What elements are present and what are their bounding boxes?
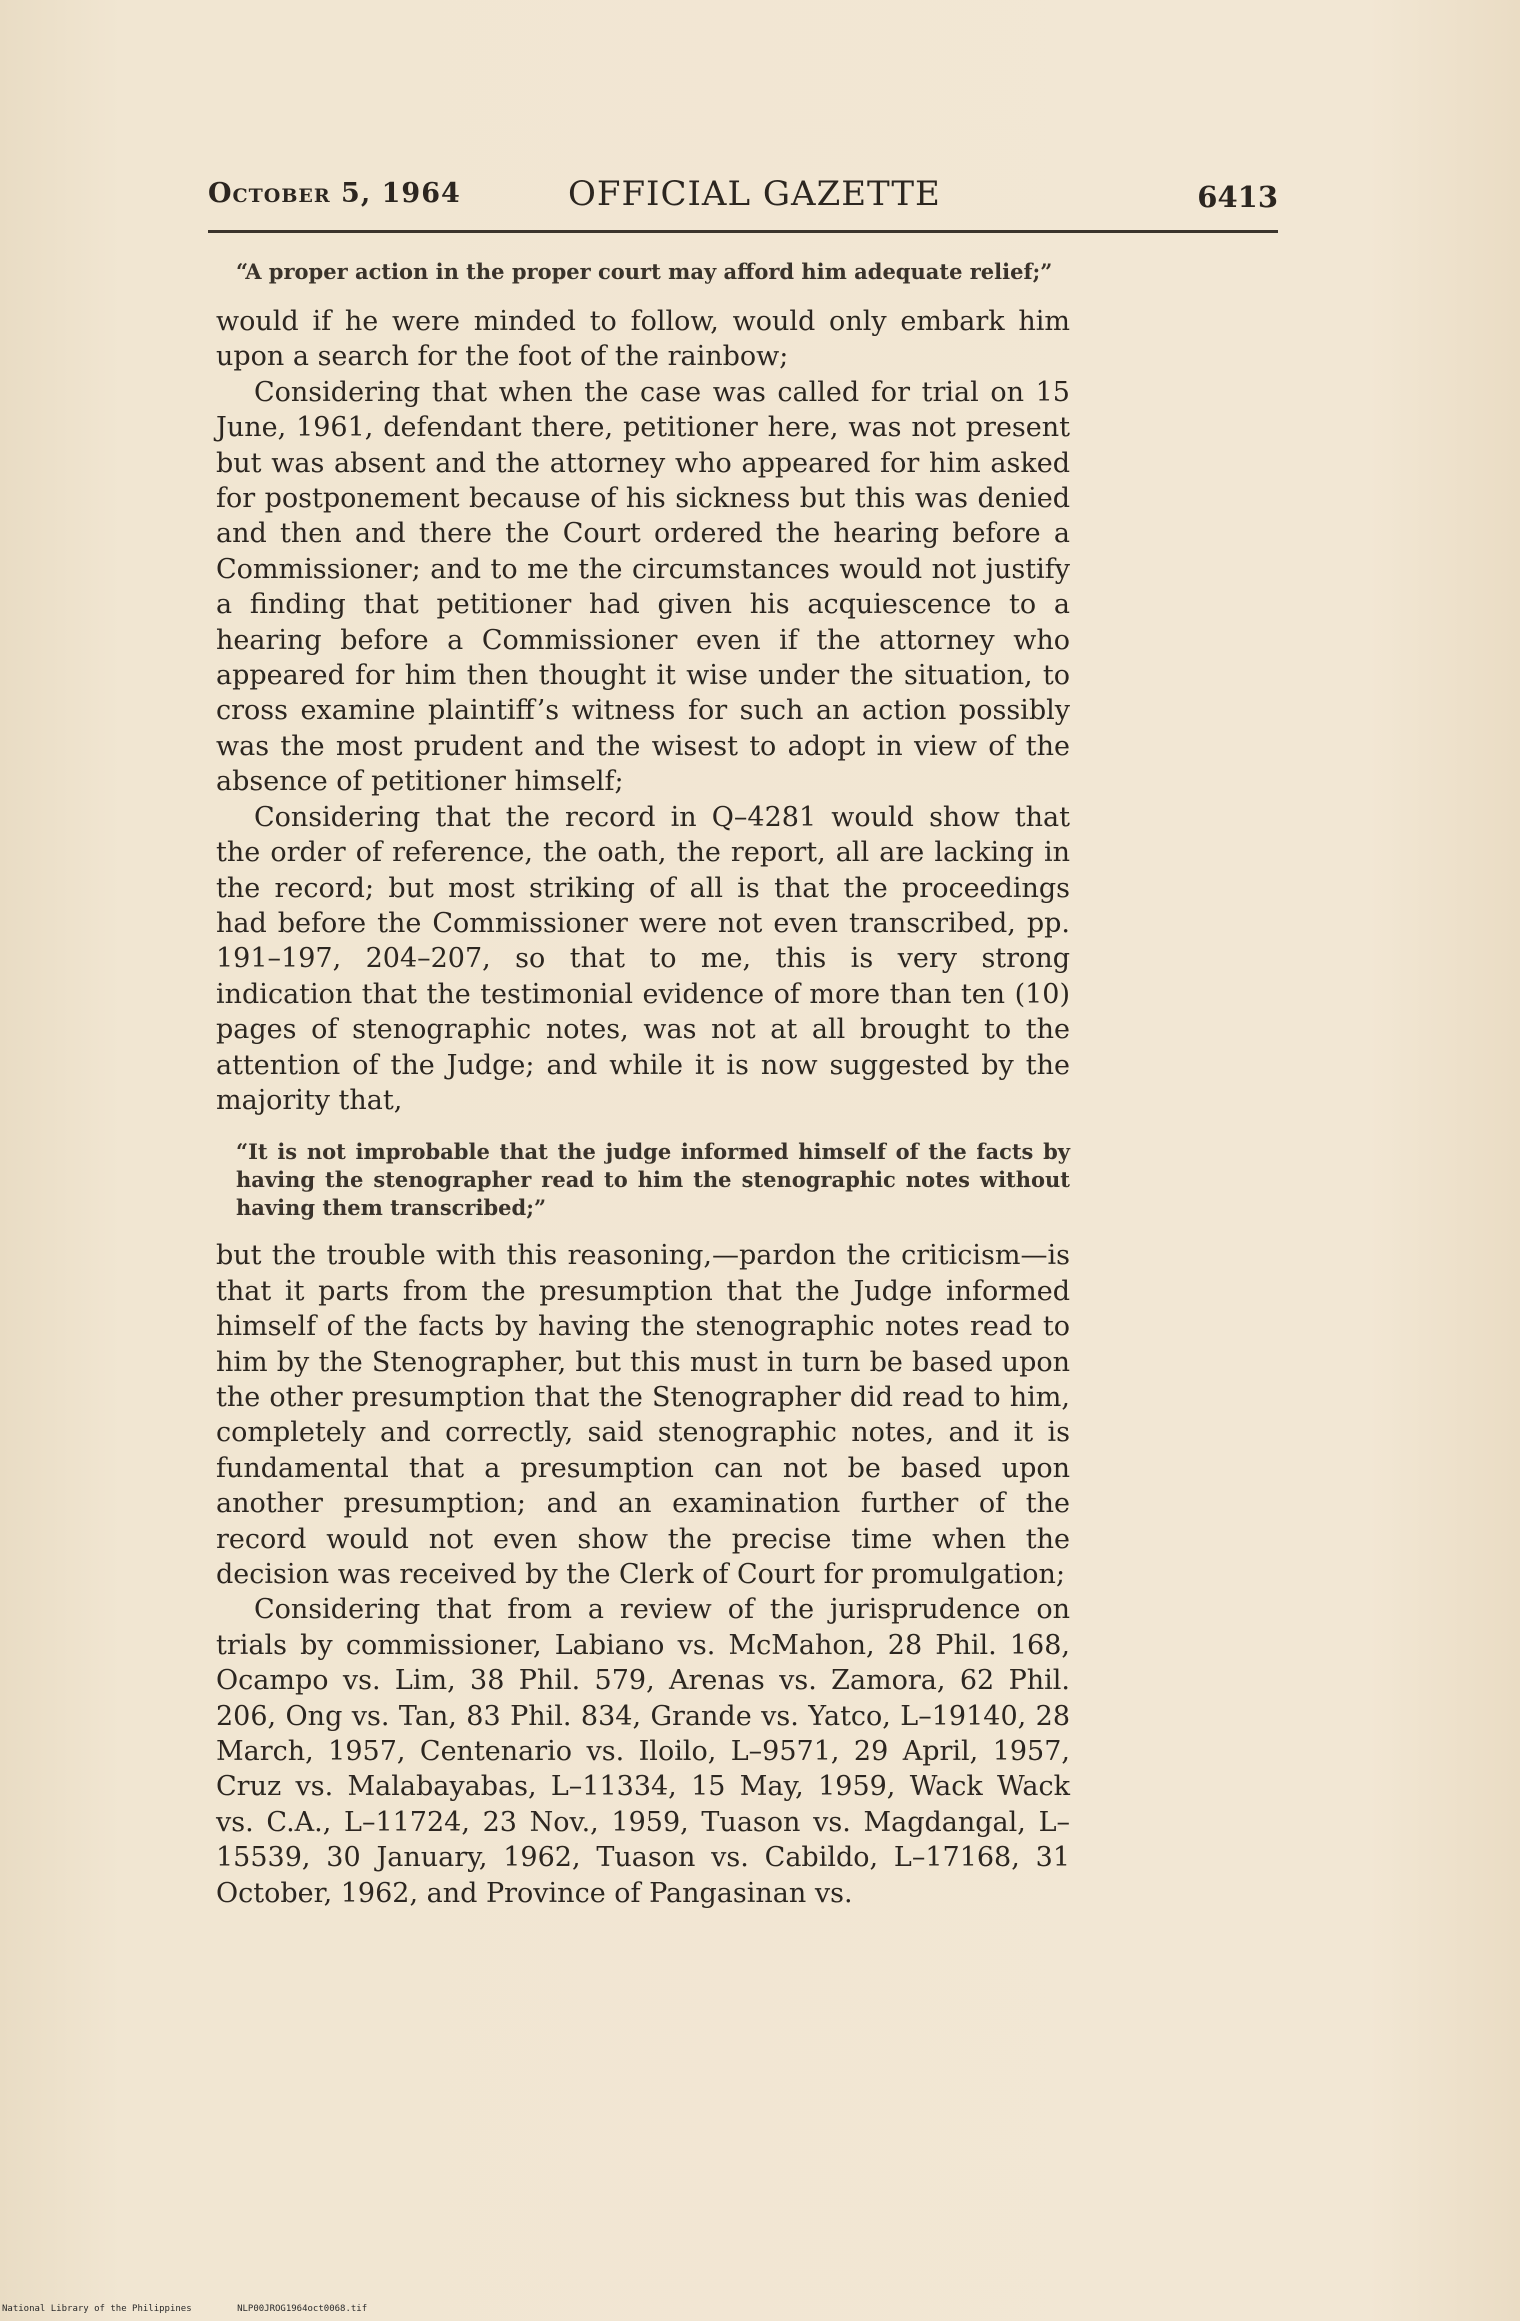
footer-file: NLP00JROG1964oct0068.tif [237, 2304, 368, 2314]
scan-footer [2, 2304, 407, 2314]
paragraph-5: Considering that from a review of the jurisprudence on trials by commissioner, Labiano vs. McMahon, 28 Phil. 168, Ocampo vs. Lim, 38 Phil. 579, Arenas vs. Zamora, 62 Phil. 206, Ong vs. Tan, 83 Phil. 834, Grande vs. Yatco, L–19140, 28 March, 1957, Centenario vs. Iloilo, L–9571, 29 April, 1957, Cruz vs. Malabayabas, L–11334, 15 May, 1959, Wack Wack vs. C.A., L–11724, 23 Nov., 1959, Tuason vs. Magdangal, L–15539, 30 January, 1962, Tuason vs. Cabildo, L–17168, 31 October, 1962, and Province of Pangasinan vs. [216, 1594, 1070, 1909]
footer-source: National Library of the Philippines [2, 2304, 192, 2314]
paragraph-1: would if he were minded to follow, would only embark him upon a search for the foot of the rainbow; [216, 306, 1070, 373]
paragraph-2: Considering that when the case was called for trial on 15 June, 1961, defendant there, petitioner here, was not present but was absent and the attorney who appeared for him asked for postponement because of his sickness but this was denied and then and there the Court ordered the hearing before a Commissioner; and to me the circumstances would not justify a finding that petitioner had given his acquiescence to a hearing before a Commissioner even if the attorney who appeared for him then thought it wise under the situation, to cross examine plaintiff’s witness for such an action possibly was the most prudent and the wisest to adopt in view of the absence of petitioner himself; [216, 376, 1070, 798]
body-text [216, 258, 1070, 1911]
paragraph-4: but the trouble with this reasoning,—pardon the criticism—is that it parts from the presumption that the Judge informed himself of the facts by having the stenographic notes read to him by the Stenographer, but this must in turn be based upon the other presumption that the Stenographer did read to him, completely and correctly, said stenographic notes, and it is fundamental that a presumption can not be based upon another presumption; and an examination further of the record would not even show the precise time when the decision was received by the Clerk of Court for promulgation; [216, 1240, 1070, 1590]
block-quote-2: “It is not improbable that the judge informed himself of the facts by having the stenographer read to him the stenographic notes without having them transcribed;” [236, 1139, 1070, 1221]
header-date: October 5, 1964 [208, 178, 461, 209]
page-header [208, 174, 1278, 222]
paragraph-3: Considering that the record in Q–4281 would show that the order of reference, the oath, the report, all are lacking in the record; but most striking of all is that the proceedings had before the Commissioner were not even transcribed, pp. 191–197, 204–207, so that to me, this is very strong indication that the testimonial evidence of more than ten (10) pages of stenographic notes, was not at all brought to the attention of the Judge; and while it is now suggested by the majority that, [216, 801, 1070, 1116]
block-quote-1: “A proper action in the proper court may afford him adequate relief;” [236, 259, 1053, 284]
header-page-number: 6413 [1197, 180, 1278, 214]
header-rule [208, 230, 1278, 233]
header-title: OFFICIAL GAZETTE [568, 174, 941, 214]
